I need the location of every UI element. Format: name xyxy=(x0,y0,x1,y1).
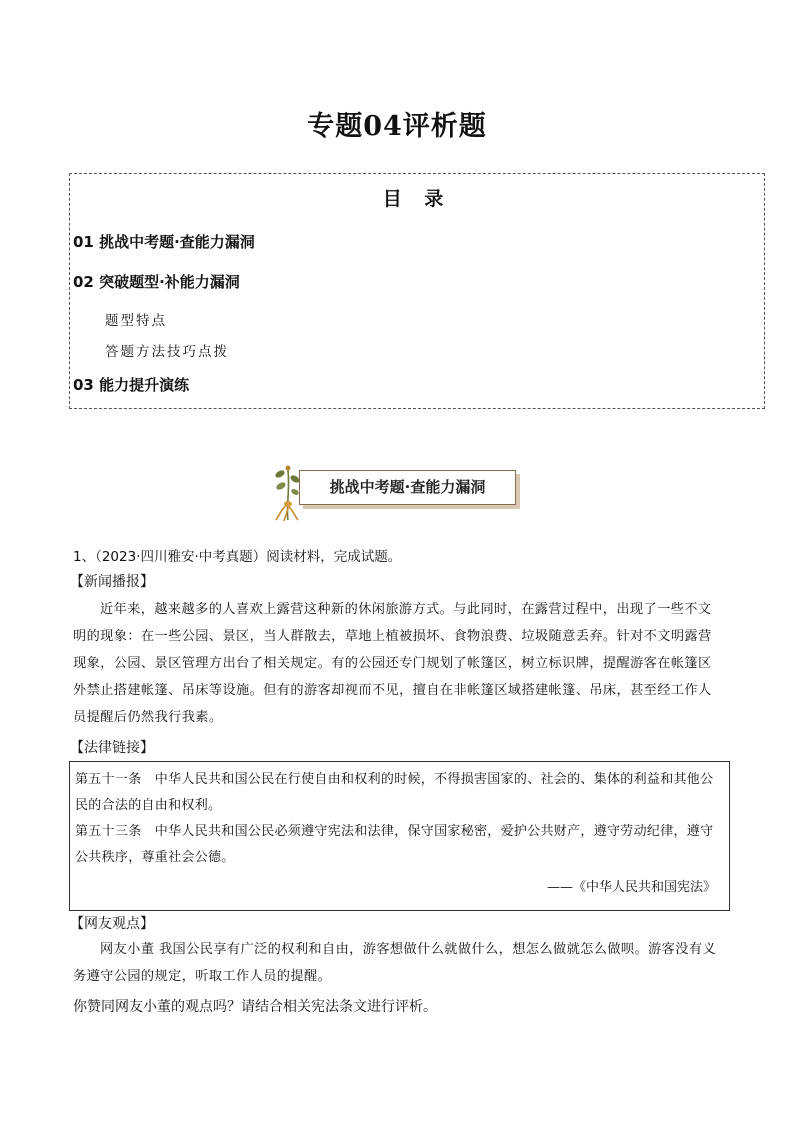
toc-item-03[interactable]: 03 能力提升演练 xyxy=(73,376,190,394)
question-prompt: 你赞同网友小董的观点吗？请结合相关宪法条文进行评析。 xyxy=(73,999,437,1015)
news-text: 近年来，越来越多的人喜欢上露营这种新的休闲旅游方式。与此同时，在露营过程中，出现了一些不文明的现象：在一些公园、景区，当人群散去，草地上植被损坏、食物浪费、垃圾随意丢弃。针对不文明露营现象，公园、景区管理方出台了相关规定。有的公园还专门规划了帐篷区，树立标识牌，提醒游客在帐篷区外禁止搭建帐篷、吊床等设施。但有的游客却视而不见，擅自在非帐篷区域搭建帐篷、吊床，甚至经工作人员提醒后仍然我行我素。 xyxy=(73,602,712,725)
section-banner xyxy=(268,462,526,522)
law-article-53: 第五十三条 中华人民共和国公民必须遵守宪法和法律，保守国家秘密，爱护公共财产，遵守劳动纪律，遵守公共秩序，尊重社会公德。 xyxy=(75,824,714,865)
news-tag: 【新闻播报】 xyxy=(70,574,154,590)
opinion-text: 网友小董 我国公民享有广泛的权利和自由，游客想做什么就做什么，想怎么做就怎么做呗。游客没有义务遵守公园的规定，听取工作人员的提醒。 xyxy=(73,942,717,984)
toc-item-02[interactable]: 02 突破题型·补能力漏洞 xyxy=(73,273,240,291)
question-heading: 1、（2023·四川雅安·中考真题）阅读材料，完成试题。 xyxy=(73,549,402,565)
law-article-51: 第五十一条 中华人民共和国公民在行使自由和权利的时候，不得损害国家的、社会的、集体的利益和其他公民的合法的自由和权利。 xyxy=(75,772,714,813)
toc-subitem-features[interactable]: 题型特点 xyxy=(105,313,167,329)
opinion-tag: 【网友观点】 xyxy=(70,916,154,932)
toc-item-01[interactable]: 01 挑战中考题·查能力漏洞 xyxy=(73,233,255,251)
toc-heading: 目 录 xyxy=(382,188,452,210)
section-banner-label: 挑战中考题·查能力漏洞 xyxy=(299,470,516,505)
law-tag: 【法律链接】 xyxy=(70,740,154,756)
law-source: ——《中华人民共和国宪法》 xyxy=(546,880,716,895)
toc-subitem-methods[interactable]: 答题方法技巧点拨 xyxy=(105,344,229,360)
page-title: 专题04评析题 xyxy=(307,111,487,142)
